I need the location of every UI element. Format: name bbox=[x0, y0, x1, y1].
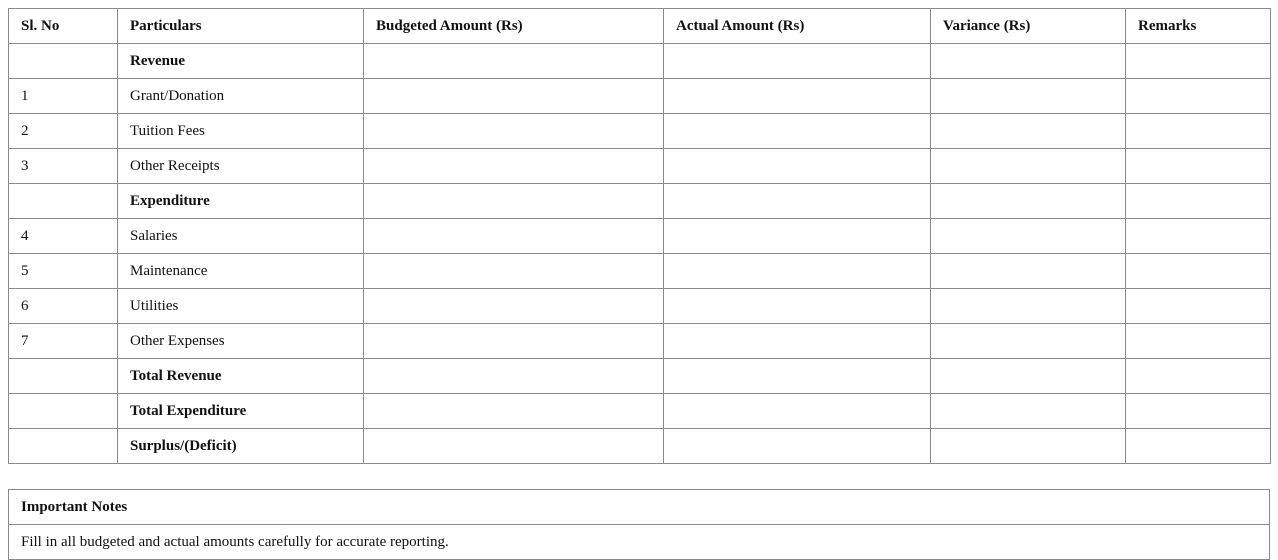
actual-amount-cell[interactable] bbox=[664, 114, 931, 149]
actual-amount-cell[interactable] bbox=[664, 44, 931, 79]
remarks-cell[interactable] bbox=[1126, 44, 1271, 79]
table-row bbox=[9, 219, 1271, 254]
header-budgeted-amount: Budgeted Amount (Rs) bbox=[364, 9, 664, 44]
particulars-cell: Expenditure bbox=[118, 184, 364, 219]
particulars-cell: Tuition Fees bbox=[118, 114, 364, 149]
variance-cell[interactable] bbox=[931, 184, 1126, 219]
variance-cell[interactable] bbox=[931, 79, 1126, 114]
budget-table-body bbox=[9, 44, 1271, 464]
table-row bbox=[9, 44, 1271, 79]
variance-cell[interactable] bbox=[931, 254, 1126, 289]
budgeted-amount-cell[interactable] bbox=[364, 289, 664, 324]
remarks-cell[interactable] bbox=[1126, 394, 1271, 429]
budgeted-amount-cell[interactable] bbox=[364, 219, 664, 254]
particulars-cell: Grant/Donation bbox=[118, 79, 364, 114]
remarks-cell[interactable] bbox=[1126, 324, 1271, 359]
table-row bbox=[9, 79, 1271, 114]
actual-amount-cell[interactable] bbox=[664, 184, 931, 219]
sl-no-cell: 7 bbox=[9, 324, 118, 359]
variance-cell[interactable] bbox=[931, 359, 1126, 394]
header-sl-no: Sl. No bbox=[9, 9, 118, 44]
table-row bbox=[9, 359, 1271, 394]
budgeted-amount-cell[interactable] bbox=[364, 359, 664, 394]
remarks-cell[interactable] bbox=[1126, 429, 1271, 464]
table-row bbox=[9, 394, 1271, 429]
particulars-cell: Other Receipts bbox=[118, 149, 364, 184]
budgeted-amount-cell[interactable] bbox=[364, 44, 664, 79]
actual-amount-cell[interactable] bbox=[664, 359, 931, 394]
actual-amount-cell[interactable] bbox=[664, 324, 931, 359]
table-header-row bbox=[9, 9, 1271, 44]
variance-cell[interactable] bbox=[931, 219, 1126, 254]
particulars-cell: Total Expenditure bbox=[118, 394, 364, 429]
table-row bbox=[9, 289, 1271, 324]
sl-no-cell bbox=[9, 44, 118, 79]
sl-no-cell: 3 bbox=[9, 149, 118, 184]
variance-cell[interactable] bbox=[931, 289, 1126, 324]
variance-cell[interactable] bbox=[931, 149, 1126, 184]
notes-title: Important Notes bbox=[9, 490, 1270, 525]
budgeted-amount-cell[interactable] bbox=[364, 184, 664, 219]
particulars-cell: Salaries bbox=[118, 219, 364, 254]
sl-no-cell bbox=[9, 394, 118, 429]
sl-no-cell bbox=[9, 184, 118, 219]
variance-cell[interactable] bbox=[931, 324, 1126, 359]
actual-amount-cell[interactable] bbox=[664, 394, 931, 429]
actual-amount-cell[interactable] bbox=[664, 149, 931, 184]
particulars-cell: Maintenance bbox=[118, 254, 364, 289]
budget-table bbox=[8, 8, 1271, 464]
budgeted-amount-cell[interactable] bbox=[364, 429, 664, 464]
header-particulars: Particulars bbox=[118, 9, 364, 44]
particulars-cell: Utilities bbox=[118, 289, 364, 324]
particulars-cell: Revenue bbox=[118, 44, 364, 79]
remarks-cell[interactable] bbox=[1126, 359, 1271, 394]
variance-cell[interactable] bbox=[931, 44, 1126, 79]
remarks-cell[interactable] bbox=[1126, 79, 1271, 114]
actual-amount-cell[interactable] bbox=[664, 79, 931, 114]
budgeted-amount-cell[interactable] bbox=[364, 149, 664, 184]
variance-cell[interactable] bbox=[931, 114, 1126, 149]
table-row bbox=[9, 114, 1271, 149]
sl-no-cell: 6 bbox=[9, 289, 118, 324]
budgeted-amount-cell[interactable] bbox=[364, 114, 664, 149]
remarks-cell[interactable] bbox=[1126, 289, 1271, 324]
budgeted-amount-cell[interactable] bbox=[364, 324, 664, 359]
sl-no-cell: 1 bbox=[9, 79, 118, 114]
budgeted-amount-cell[interactable] bbox=[364, 394, 664, 429]
table-row bbox=[9, 254, 1271, 289]
actual-amount-cell[interactable] bbox=[664, 219, 931, 254]
remarks-cell[interactable] bbox=[1126, 254, 1271, 289]
notes-text: Fill in all budgeted and actual amounts carefully for accurate reporting. bbox=[9, 525, 1270, 560]
table-row bbox=[9, 324, 1271, 359]
actual-amount-cell[interactable] bbox=[664, 254, 931, 289]
remarks-cell[interactable] bbox=[1126, 184, 1271, 219]
notes-title-row bbox=[9, 490, 1270, 525]
notes-text-row bbox=[9, 525, 1270, 560]
remarks-cell[interactable] bbox=[1126, 219, 1271, 254]
particulars-cell: Other Expenses bbox=[118, 324, 364, 359]
sl-no-cell: 2 bbox=[9, 114, 118, 149]
table-row bbox=[9, 149, 1271, 184]
header-actual-amount: Actual Amount (Rs) bbox=[664, 9, 931, 44]
remarks-cell[interactable] bbox=[1126, 149, 1271, 184]
remarks-cell[interactable] bbox=[1126, 114, 1271, 149]
notes-table bbox=[8, 489, 1270, 560]
particulars-cell: Total Revenue bbox=[118, 359, 364, 394]
sl-no-cell bbox=[9, 429, 118, 464]
sl-no-cell bbox=[9, 359, 118, 394]
table-row bbox=[9, 184, 1271, 219]
budgeted-amount-cell[interactable] bbox=[364, 254, 664, 289]
particulars-cell: Surplus/(Deficit) bbox=[118, 429, 364, 464]
actual-amount-cell[interactable] bbox=[664, 429, 931, 464]
sl-no-cell: 4 bbox=[9, 219, 118, 254]
actual-amount-cell[interactable] bbox=[664, 289, 931, 324]
variance-cell[interactable] bbox=[931, 429, 1126, 464]
header-remarks: Remarks bbox=[1126, 9, 1271, 44]
header-variance: Variance (Rs) bbox=[931, 9, 1126, 44]
sl-no-cell: 5 bbox=[9, 254, 118, 289]
budgeted-amount-cell[interactable] bbox=[364, 79, 664, 114]
variance-cell[interactable] bbox=[931, 394, 1126, 429]
table-row bbox=[9, 429, 1271, 464]
